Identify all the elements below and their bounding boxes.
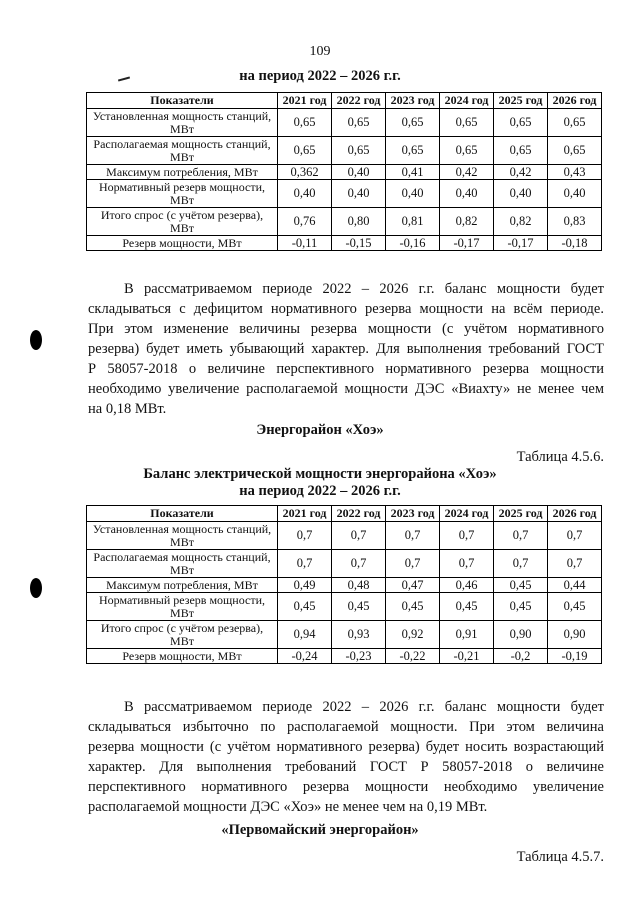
row-label: Резерв мощности, МВт	[87, 649, 278, 664]
table-cell: 0,7	[278, 550, 332, 578]
table-cell: 0,65	[332, 137, 386, 165]
table-cell: 0,65	[386, 109, 440, 137]
table-row	[87, 137, 602, 165]
table-cell: -0,23	[332, 649, 386, 664]
table-cell: 0,90	[494, 621, 548, 649]
table-cell: 0,40	[278, 180, 332, 208]
power-balance-table-2	[86, 505, 602, 664]
table-row	[87, 550, 602, 578]
paragraph-line: В рассматриваемом периоде 2022 – 2026 г.г. баланс мощности будет	[124, 699, 604, 715]
table-cell: 0,93	[332, 621, 386, 649]
table-cell: 0,7	[332, 550, 386, 578]
table-number-457: Таблица 4.5.7.	[516, 849, 604, 865]
row-label: Установленная мощность станций, МВт	[87, 522, 278, 550]
table-cell: 0,65	[440, 137, 494, 165]
table-header-row	[87, 506, 602, 522]
table-row	[87, 522, 602, 550]
table-cell: 0,7	[440, 550, 494, 578]
table-cell: 0,7	[494, 550, 548, 578]
table-cell: 0,65	[494, 137, 548, 165]
table-cell: 0,43	[548, 165, 602, 180]
row-label: Нормативный резерв мощности, МВт	[87, 593, 278, 621]
row-label: Располагаемая мощность станций, МВт	[87, 550, 278, 578]
table-number-456: Таблица 4.5.6.	[516, 449, 604, 465]
table2-title-period: на период 2022 – 2026 г.г.	[239, 483, 401, 499]
section-heading-pervomaisky: «Первомайский энергорайон»	[221, 822, 419, 838]
table-cell: 0,81	[386, 208, 440, 236]
binder-hole	[30, 330, 42, 350]
table-cell: 0,7	[440, 522, 494, 550]
table-cell: -0,17	[440, 236, 494, 251]
table-cell: -0,21	[440, 649, 494, 664]
table-row	[87, 578, 602, 593]
paragraph-line: Р 58057-2018 о величине перспективного нормативного резерва мощности	[88, 361, 604, 377]
column-header-year: 2024 год	[440, 506, 494, 522]
table-cell: -0,24	[278, 649, 332, 664]
column-header-year: 2022 год	[332, 506, 386, 522]
table-cell: 0,49	[278, 578, 332, 593]
table-cell: 0,45	[386, 593, 440, 621]
binder-hole	[30, 578, 42, 598]
table-cell: 0,65	[332, 109, 386, 137]
paragraph-line: характер. Для выполнения требований ГОСТ Р 58057-2018 о величине	[88, 759, 604, 775]
table-cell: 0,45	[278, 593, 332, 621]
table-cell: 0,7	[386, 550, 440, 578]
table-cell: 0,42	[494, 165, 548, 180]
paragraph-line: складываться избыточно по располагаемой мощности. При этом величина	[88, 719, 604, 735]
table-cell: 0,92	[386, 621, 440, 649]
table-cell: 0,40	[332, 165, 386, 180]
column-header-year: 2021 год	[278, 93, 332, 109]
row-label: Итого спрос (с учётом резерва), МВт	[87, 621, 278, 649]
table-row	[87, 180, 602, 208]
table-cell: 0,65	[440, 109, 494, 137]
table-cell: 0,40	[548, 180, 602, 208]
column-header-indicator: Показатели	[87, 93, 278, 109]
table-cell: 0,40	[494, 180, 548, 208]
paragraph-2	[88, 697, 604, 817]
row-label: Итого спрос (с учётом резерва), МВт	[87, 208, 278, 236]
table-cell: -0,2	[494, 649, 548, 664]
table-cell: 0,47	[386, 578, 440, 593]
column-header-year: 2022 год	[332, 93, 386, 109]
table-cell: 0,90	[548, 621, 602, 649]
column-header-year: 2026 год	[548, 506, 602, 522]
table-cell: 0,45	[494, 593, 548, 621]
table-cell: 0,65	[278, 109, 332, 137]
paragraph-1	[88, 279, 604, 419]
table-cell: 0,82	[440, 208, 494, 236]
table-cell: 0,40	[332, 180, 386, 208]
table-row	[87, 621, 602, 649]
paragraph-line: резерва) будет иметь убывающий характер. Для выполнения требований ГОСТ	[88, 341, 604, 357]
table-cell: 0,7	[278, 522, 332, 550]
table1-caption: на период 2022 – 2026 г.г.	[239, 68, 401, 84]
column-header-year: 2024 год	[440, 93, 494, 109]
table-cell: 0,40	[386, 180, 440, 208]
column-header-year: 2023 год	[386, 93, 440, 109]
table-cell: 0,45	[548, 593, 602, 621]
table-cell: -0,22	[386, 649, 440, 664]
table-cell: 0,65	[494, 109, 548, 137]
row-label: Резерв мощности, МВт	[87, 236, 278, 251]
column-header-indicator: Показатели	[87, 506, 278, 522]
row-label: Установленная мощность станций, МВт	[87, 109, 278, 137]
table-cell: 0,7	[548, 522, 602, 550]
paragraph-line: располагаемой мощности ДЭС «Хоэ» не менее чем на 0,19 МВт.	[88, 799, 488, 815]
table-cell: 0,82	[494, 208, 548, 236]
row-label: Максимум потребления, МВт	[87, 578, 278, 593]
paragraph-line: В рассматриваемом периоде 2022 – 2026 г.г. баланс мощности будет	[124, 281, 604, 297]
table-cell: 0,91	[440, 621, 494, 649]
column-header-year: 2026 год	[548, 93, 602, 109]
power-balance-table-1	[86, 92, 602, 251]
table-cell: 0,7	[494, 522, 548, 550]
table-cell: 0,65	[548, 137, 602, 165]
table-cell: 0,7	[332, 522, 386, 550]
table-cell: 0,94	[278, 621, 332, 649]
table-cell: 0,40	[440, 180, 494, 208]
table-cell: -0,19	[548, 649, 602, 664]
column-header-year: 2025 год	[494, 93, 548, 109]
column-header-year: 2021 год	[278, 506, 332, 522]
page-number: 109	[309, 44, 331, 59]
paragraph-line: складываться с дефицитом нормативного резерва мощности на всём периоде.	[88, 301, 604, 317]
row-label: Располагаемая мощность станций, МВт	[87, 137, 278, 165]
column-header-year: 2023 год	[386, 506, 440, 522]
table-header-row	[87, 93, 602, 109]
table-cell: 0,45	[440, 593, 494, 621]
table-row	[87, 208, 602, 236]
table-cell: 0,83	[548, 208, 602, 236]
table-cell: 0,65	[548, 109, 602, 137]
table-cell: -0,11	[278, 236, 332, 251]
table-row	[87, 165, 602, 180]
table-cell: 0,7	[548, 550, 602, 578]
table-cell: 0,46	[440, 578, 494, 593]
table-cell: 0,7	[386, 522, 440, 550]
table-cell: 0,65	[278, 137, 332, 165]
paragraph-line: перспективного нормативного резерва мощности необходимо увеличение	[88, 779, 604, 795]
table-row	[87, 649, 602, 664]
table-cell: 0,45	[332, 593, 386, 621]
table-cell: 0,65	[386, 137, 440, 165]
table-cell: 0,44	[548, 578, 602, 593]
paragraph-line: При этом изменение величины резерва мощности (с учётом нормативного	[88, 321, 604, 337]
row-label: Нормативный резерв мощности, МВт	[87, 180, 278, 208]
table2-title: Баланс электрической мощности энергорайона «Хоэ»	[143, 466, 497, 482]
table-cell: -0,18	[548, 236, 602, 251]
column-header-year: 2025 год	[494, 506, 548, 522]
table-cell: 0,41	[386, 165, 440, 180]
row-label: Максимум потребления, МВт	[87, 165, 278, 180]
table-cell: -0,17	[494, 236, 548, 251]
paragraph-line: резерва мощности (с учётом нормативного резерва) будет носить возрастающий	[88, 739, 604, 755]
table-row	[87, 593, 602, 621]
paragraph-line: необходимо увеличение располагаемой мощности ДЭС «Виахту» не менее чем	[88, 381, 604, 397]
table-cell: 0,48	[332, 578, 386, 593]
section-heading-hoe: Энергорайон «Хоэ»	[256, 422, 384, 438]
table-cell: 0,45	[494, 578, 548, 593]
table-cell: 0,362	[278, 165, 332, 180]
table-cell: -0,16	[386, 236, 440, 251]
table-cell: 0,80	[332, 208, 386, 236]
table-cell: -0,15	[332, 236, 386, 251]
table-cell: 0,42	[440, 165, 494, 180]
paragraph-line: на 0,18 МВт.	[88, 401, 167, 417]
table-cell: 0,76	[278, 208, 332, 236]
table-row	[87, 109, 602, 137]
table-row	[87, 236, 602, 251]
